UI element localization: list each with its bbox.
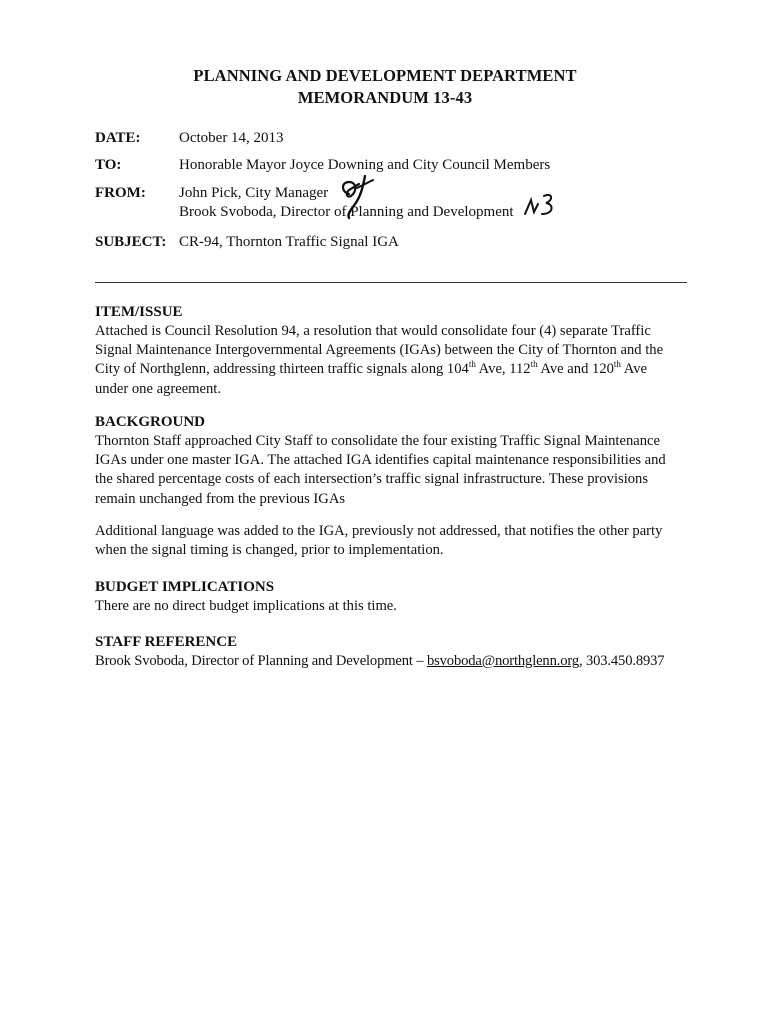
item-issue-text: City of Northglenn, addressing thirteen traffic signals along 104 (95, 361, 469, 378)
background-line: the shared percentage costs of each intersection’s traffic signal infrastructure. These provisions (95, 471, 649, 488)
subject-value: CR-94, Thornton Traffic Signal IGA (179, 234, 399, 250)
staff-phone-text: , 303.450.8937 (578, 653, 665, 669)
budget-paragraph (95, 597, 687, 616)
background-line: remain unchanged from the previous IGAs (95, 490, 346, 507)
item-issue-text: Ave and 120 (537, 361, 614, 378)
background-line: when the signal timing is changed, prior to implementation. (95, 542, 444, 559)
manager-initials-signature-icon (335, 174, 383, 220)
director-initials-signature-icon (522, 190, 558, 220)
staff-reference-text: Brook Svoboda, Director of Planning and Development – (95, 653, 427, 669)
ordinal-suffix: th (530, 359, 538, 370)
item-issue-heading: ITEM/ISSUE (95, 304, 183, 320)
to-value: Honorable Mayor Joyce Downing and City Council Members (179, 157, 551, 173)
staff-email-link[interactable]: bsvoboda@northglenn.org (426, 653, 579, 669)
background-heading: BACKGROUND (95, 414, 206, 430)
background-line: IGAs under one master IGA. The attached IGA identifies capital maintenance responsibilities and (95, 452, 666, 469)
ordinal-suffix: th (468, 359, 476, 370)
item-issue-text: Ave, 112 (475, 361, 531, 378)
to-label: TO: (95, 157, 122, 173)
item-issue-text: Ave (620, 361, 648, 378)
staff-reference-line (95, 652, 687, 671)
item-issue-line: under one agreement. (95, 380, 222, 397)
date-label: DATE: (95, 130, 141, 146)
ordinal-suffix: th (613, 359, 621, 370)
from-value-director: Brook Svoboda, Director of Planning and Development (179, 204, 514, 220)
memo-number: MEMORANDUM 13-43 (297, 88, 473, 107)
from-label: FROM: (95, 185, 146, 201)
header-divider (95, 282, 687, 283)
background-line: Thornton Staff approached City Staff to consolidate the four existing Traffic Signal Maintenance (95, 433, 660, 449)
item-issue-paragraph (95, 322, 687, 399)
budget-heading: BUDGET IMPLICATIONS (95, 579, 275, 595)
background-paragraph-1 (95, 432, 687, 509)
date-value: October 14, 2013 (179, 130, 284, 146)
budget-line: There are no direct budget implications at this time. (95, 598, 397, 614)
background-line: Additional language was added to the IGA, previously not addressed, that notifies the other party (95, 523, 663, 539)
department-title: PLANNING AND DEVELOPMENT DEPARTMENT (193, 66, 577, 85)
item-issue-line: Signal Maintenance Intergovernmental Agreements (IGAs) between the City of Thornton and the (95, 342, 664, 359)
item-issue-line: Attached is Council Resolution 94, a resolution that would consolidate four (4) separate Traffic (95, 323, 651, 339)
staff-reference-heading: STAFF REFERENCE (95, 634, 238, 650)
subject-label: SUBJECT: (95, 234, 167, 250)
staff-reference-paragraph (95, 652, 687, 671)
background-paragraph-2 (95, 522, 687, 560)
from-value-manager: John Pick, City Manager (179, 185, 329, 201)
item-issue-line (95, 360, 687, 379)
